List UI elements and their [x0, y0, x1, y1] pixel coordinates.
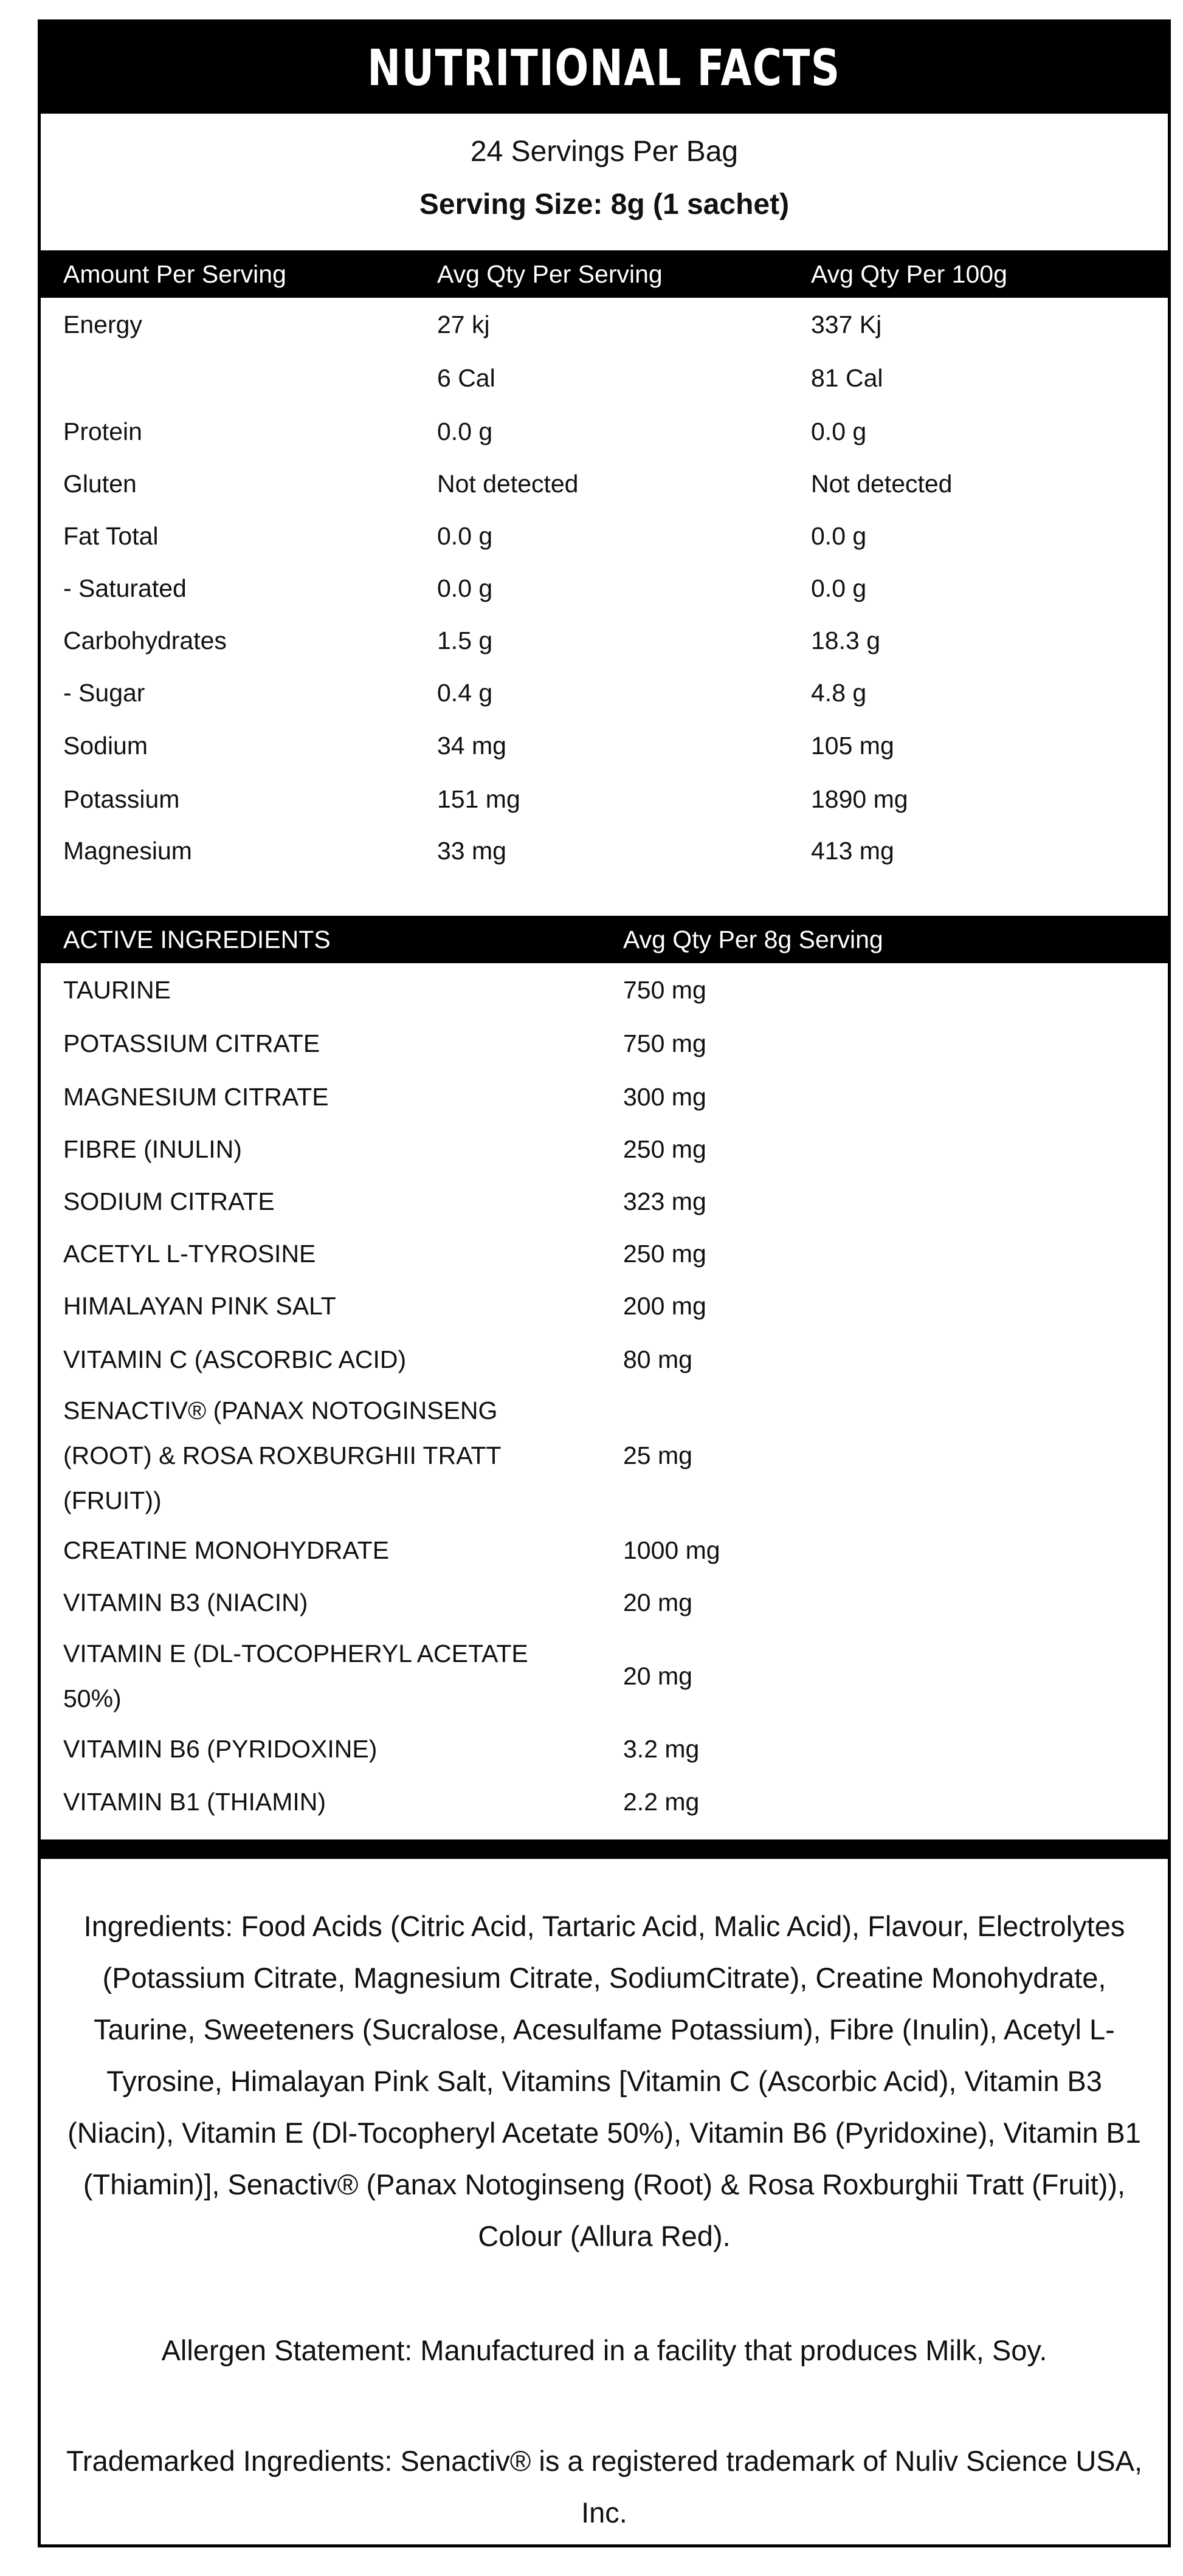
- header-avg-qty-per-100g: Avg Qty Per 100g: [811, 260, 1007, 288]
- nutrient-name: Carbohydrates: [63, 627, 227, 654]
- ingredient-qty: 750 mg: [623, 976, 706, 1004]
- ingredient-qty: 2.2 mg: [623, 1788, 700, 1816]
- nutrient-per100: 0.0 g: [811, 574, 867, 602]
- ingredient-name: VITAMIN B6 (PYRIDOXINE): [63, 1735, 378, 1763]
- ingredient-name: VITAMIN B1 (THIAMIN): [63, 1788, 326, 1816]
- nutrient-per100: 4.8 g: [811, 679, 867, 707]
- nutrient-name: Protein: [63, 417, 142, 445]
- ingredient-qty: 200 mg: [623, 1292, 706, 1320]
- nutrient-name: Potassium: [63, 785, 180, 813]
- ingredient-name: MAGNESIUM CITRATE: [63, 1083, 329, 1111]
- ingredient-qty: 80 mg: [623, 1345, 692, 1373]
- allergen-statement: Allergen Statement: Manufactured in a facility that produces Milk, Soy.: [161, 2334, 1047, 2366]
- nutrient-per100: 18.3 g: [811, 627, 880, 654]
- trademark-statement: Trademarked Ingredients: Senactiv® is a registered trademark of Nuliv Science USA, Inc.: [66, 2445, 1143, 2529]
- section-divider: [41, 1839, 1168, 1859]
- nutrient-name: Fat Total: [63, 522, 159, 550]
- nutrient-serving: 151 mg: [437, 785, 520, 813]
- ingredient-name: HIMALAYAN PINK SALT: [63, 1292, 336, 1320]
- header-active-ingredients: ACTIVE INGREDIENTS: [63, 926, 331, 953]
- ingredients-statement: Ingredients: Food Acids (Citric Acid, Tartaric Acid, Malic Acid), Flavour, Electrolytes (Potassium Citrate, Magnesium Citrate, SodiumCitrate), Creatine Monohydrate, Taurine, Sweeteners (Sucralose, Acesulfame Potassium), Fibre (Inulin), Acetyl L-Tyrosine, Himalayan Pink Salt, Vitamins [Vitamin C (Ascorbic Acid), Vitamin B3 (Niacin), Vitamin E (Dl-Tocopheryl Acetate 50%), Vitamin B6 (Pyridoxine), Vitamin B1 (Thiamin)], Senactiv® (Panax Notoginseng (Root) & Rosa Roxburghii Tratt (Fruit)), Colour (Allura Red).: [67, 1910, 1141, 2252]
- ingredient-name: ACETYL L-TYROSINE: [63, 1240, 316, 1268]
- header-avg-qty-per-serving: Avg Qty Per Serving: [437, 260, 663, 288]
- nutrition-panel: [38, 19, 1171, 2547]
- nutrient-per100: 413 mg: [811, 837, 894, 865]
- nutrient-name: Gluten: [63, 470, 137, 498]
- ingredient-qty: 20 mg: [623, 1662, 692, 1690]
- nutrient-per100: 337 Kj: [811, 311, 882, 338]
- ingredient-name: CREATINE MONOHYDRATE: [63, 1536, 390, 1564]
- ingredient-qty: 25 mg: [623, 1441, 692, 1469]
- ingredient-name: VITAMIN B3 (NIACIN): [63, 1589, 308, 1616]
- ingredient-name: FIBRE (INULIN): [63, 1135, 242, 1163]
- nutrient-serving: 0.0 g: [437, 522, 493, 550]
- nutrient-serving: 6 Cal: [437, 364, 495, 392]
- title-bar: [41, 22, 1168, 114]
- ingredient-qty: 3.2 mg: [623, 1735, 700, 1763]
- nutrient-serving: Not detected: [437, 470, 579, 498]
- nutrition-header: [41, 250, 1168, 298]
- ingredient-qty: 323 mg: [623, 1187, 706, 1215]
- ingredient-qty: 750 mg: [623, 1029, 706, 1057]
- ingredient-name: VITAMIN C (ASCORBIC ACID): [63, 1345, 407, 1373]
- nutrient-per100: 81 Cal: [811, 364, 883, 392]
- nutrient-name: Magnesium: [63, 837, 192, 865]
- ingredient-name: VITAMIN E (DL-TOCOPHERYL ACETATE 50%): [63, 1640, 528, 1712]
- nutrient-serving: 0.0 g: [437, 417, 493, 445]
- header-amount-per-serving: Amount Per Serving: [63, 260, 286, 288]
- ingredient-name: SODIUM CITRATE: [63, 1187, 275, 1215]
- active-ingredients-header: [41, 916, 1168, 963]
- servings-per-bag: 24 Servings Per Bag: [470, 136, 739, 168]
- nutrient-serving: 34 mg: [437, 732, 506, 760]
- serving-size: Serving Size: 8g (1 sachet): [419, 188, 790, 221]
- nutrient-serving: 0.4 g: [437, 679, 493, 707]
- ingredient-row: [41, 1631, 1168, 1721]
- nutrient-name: Sodium: [63, 732, 148, 760]
- nutrient-per100: 1890 mg: [811, 785, 908, 813]
- ingredient-name: SENACTIV® (PANAX NOTOGINSENG (ROOT) & ROSA ROXBURGHII TRATT (FRUIT)): [63, 1396, 501, 1514]
- nutrient-serving: 0.0 g: [437, 574, 493, 602]
- nutrient-per100: 0.0 g: [811, 417, 867, 445]
- nutrient-per100: 105 mg: [811, 732, 894, 760]
- panel-title: NUTRITIONAL FACTS: [367, 39, 841, 97]
- nutrient-per100: 0.0 g: [811, 522, 867, 550]
- nutrient-serving: 27 kj: [437, 311, 490, 338]
- nutrient-serving: 33 mg: [437, 837, 506, 865]
- ingredient-qty: 250 mg: [623, 1240, 706, 1268]
- nutrient-name: - Saturated: [63, 574, 187, 602]
- ingredient-name: TAURINE: [63, 976, 171, 1004]
- nutrient-name: - Sugar: [63, 679, 145, 707]
- ingredient-qty: 250 mg: [623, 1135, 706, 1163]
- header-avg-qty-per-8g: Avg Qty Per 8g Serving: [623, 926, 883, 953]
- ingredient-qty: 20 mg: [623, 1589, 692, 1616]
- nutrient-name: Energy: [63, 311, 142, 338]
- ingredient-qty: 300 mg: [623, 1083, 706, 1111]
- nutrient-per100: Not detected: [811, 470, 953, 498]
- ingredient-name: POTASSIUM CITRATE: [63, 1029, 320, 1057]
- ingredient-row: [41, 1388, 1168, 1523]
- nutrient-serving: 1.5 g: [437, 627, 493, 654]
- ingredient-qty: 1000 mg: [623, 1536, 720, 1564]
